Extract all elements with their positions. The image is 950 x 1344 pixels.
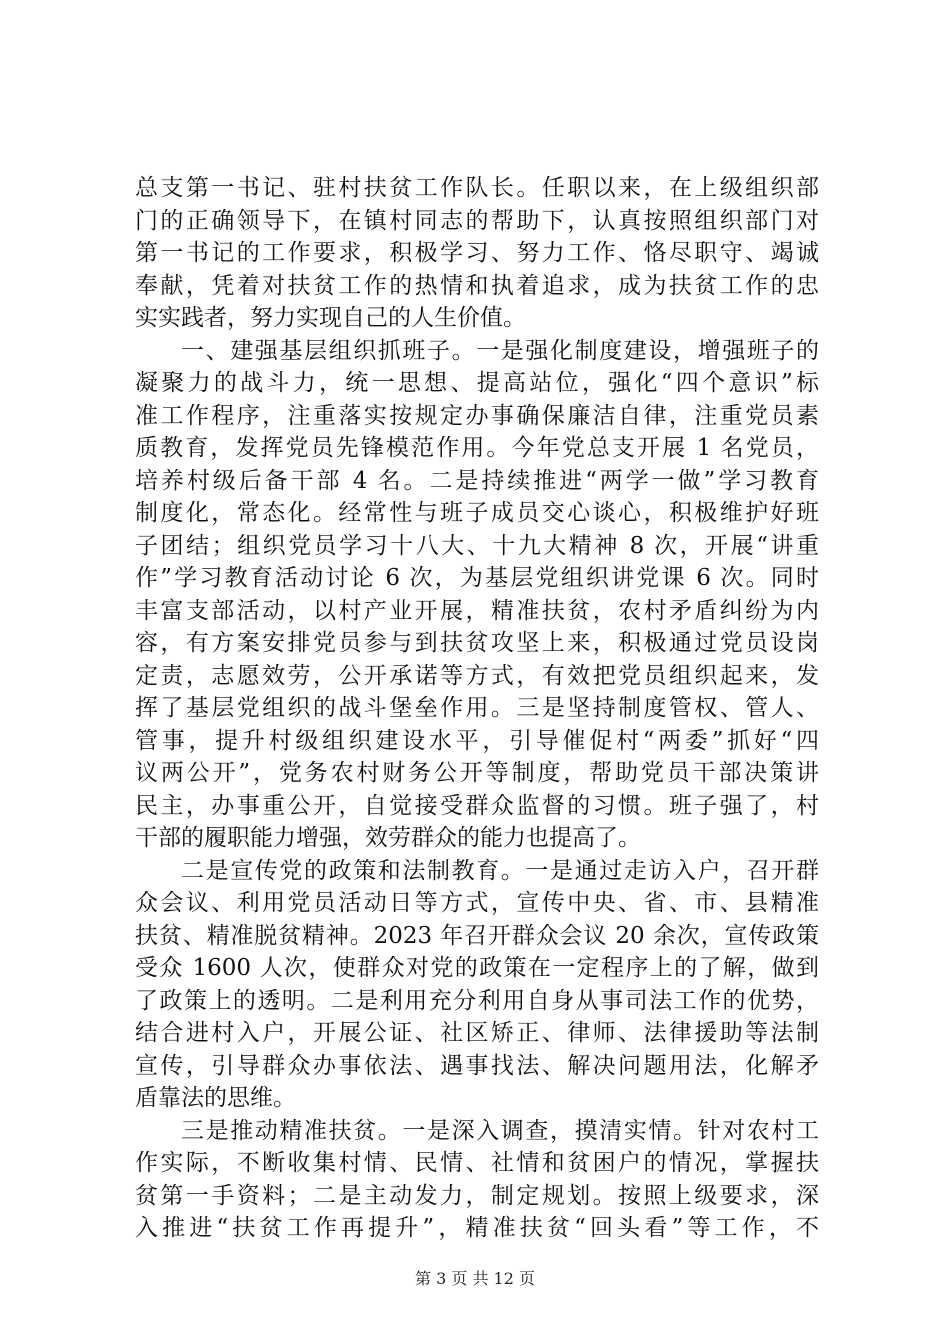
- text-line: 培养村级后备干部 4 名。二是持续推进“两学一做”学习教育: [135, 467, 819, 494]
- text-line: 丰富支部活动，以村产业开展，精准扶贫，农村矛盾纠纷为内: [135, 597, 819, 624]
- text-line: 准工作程序，注重落实按规定办事确保廉洁自律，注重党员素: [135, 402, 819, 429]
- text-line: 二是宣传党的政策和法制教育。一是通过走访入户，召开群: [181, 857, 819, 884]
- text-line: 容，有方案安排党员参与到扶贫攻坚上来，积极通过党员设岗: [135, 630, 819, 656]
- text-line: 第一书记的工作要求，积极学习、努力工作、恪尽职守、竭诚: [135, 240, 819, 266]
- text-line: 扶贫、精准脱贫精神。2023 年召开群众会议 20 余次，宣传政策: [135, 922, 819, 949]
- text-line: 奉献，凭着对扶贫工作的热情和执着追求，成为扶贫工作的忠: [135, 272, 819, 299]
- text-line: 总支第一书记、驻村扶贫工作队长。任职以来，在上级组织部: [135, 175, 819, 201]
- text-line: 管事，提升村级组织建设水平，引导催促村“两委”抓好“四: [135, 727, 819, 754]
- text-line: 盾靠法的思维。: [135, 1085, 296, 1111]
- text-line: 众会议、利用党员活动日等方式，宣传中央、省、市、县精准: [135, 890, 819, 916]
- paragraph-3: [135, 855, 819, 1115]
- text-line: 实实践者，努力实现自己的人生价值。: [135, 305, 526, 331]
- text-line: 三是推动精准扶贫。一是深入调查，摸清实情。针对农村工: [181, 1117, 819, 1144]
- text-line: 门的正确领导下，在镇村同志的帮助下，认真按照组织部门对: [135, 207, 819, 234]
- text-line: 子团结；组织党员学习十八大、十九大精神 8 次，开展“讲重: [135, 532, 819, 559]
- document-body: [135, 172, 819, 1245]
- text-line: 结合进村入户，开展公证、社区矫正、律师、法律援助等法制: [135, 1020, 819, 1046]
- text-line: 受众 1600 人次，使群众对党的政策在一定程序上的了解，做到: [135, 955, 819, 981]
- text-line: 宣传，引导群众办事依法、遇事找法、解决问题用法，化解矛: [135, 1052, 819, 1079]
- paragraph-4: [135, 1115, 819, 1245]
- page-number-footer: 第 3 页 共 12 页: [415, 1269, 535, 1288]
- text-line: 民主，办事重公开，自觉接受群众监督的习惯。班子强了，村: [135, 792, 819, 819]
- text-line: 质教育，发挥党员先锋模范作用。今年党总支开展 1 名党员，: [135, 435, 819, 461]
- text-line: 作”学习教育活动讨论 6 次，为基层党组织讲党课 6 次。同时: [135, 565, 819, 591]
- text-line: 定责，志愿效劳，公开承诺等方式，有效把党员组织起来，发: [135, 662, 819, 689]
- text-line: 制度化，常态化。经常性与班子成员交心谈心，积极维护好班: [135, 500, 819, 526]
- text-line: 凝聚力的战斗力，统一思想、提高站位，强化“四个意识”标: [135, 370, 819, 396]
- text-line: 议两公开”，党务农村财务公开等制度，帮助党员干部决策讲: [135, 760, 819, 786]
- paragraph-2: [135, 335, 819, 855]
- text-line: 一、建强基层组织抓班子。一是强化制度建设，增强班子的: [181, 337, 819, 364]
- text-line: 贫第一手资料；二是主动发力，制定规划。按照上级要求，深: [135, 1182, 819, 1209]
- paragraph-1: [135, 172, 819, 335]
- text-line: 了政策上的透明。二是利用充分利用自身从事司法工作的优势，: [135, 987, 819, 1014]
- text-line: 挥了基层党组织的战斗堡垒作用。三是坚持制度管权、管人、: [135, 695, 819, 721]
- text-line: 干部的履职能力增强，效劳群众的能力也提高了。: [135, 825, 641, 851]
- text-line: 入推进“扶贫工作再提升”，精准扶贫“回头看”等工作，不: [135, 1215, 819, 1241]
- text-line: 作实际，不断收集村情、民情、社情和贫困户的情况，掌握扶: [135, 1150, 819, 1176]
